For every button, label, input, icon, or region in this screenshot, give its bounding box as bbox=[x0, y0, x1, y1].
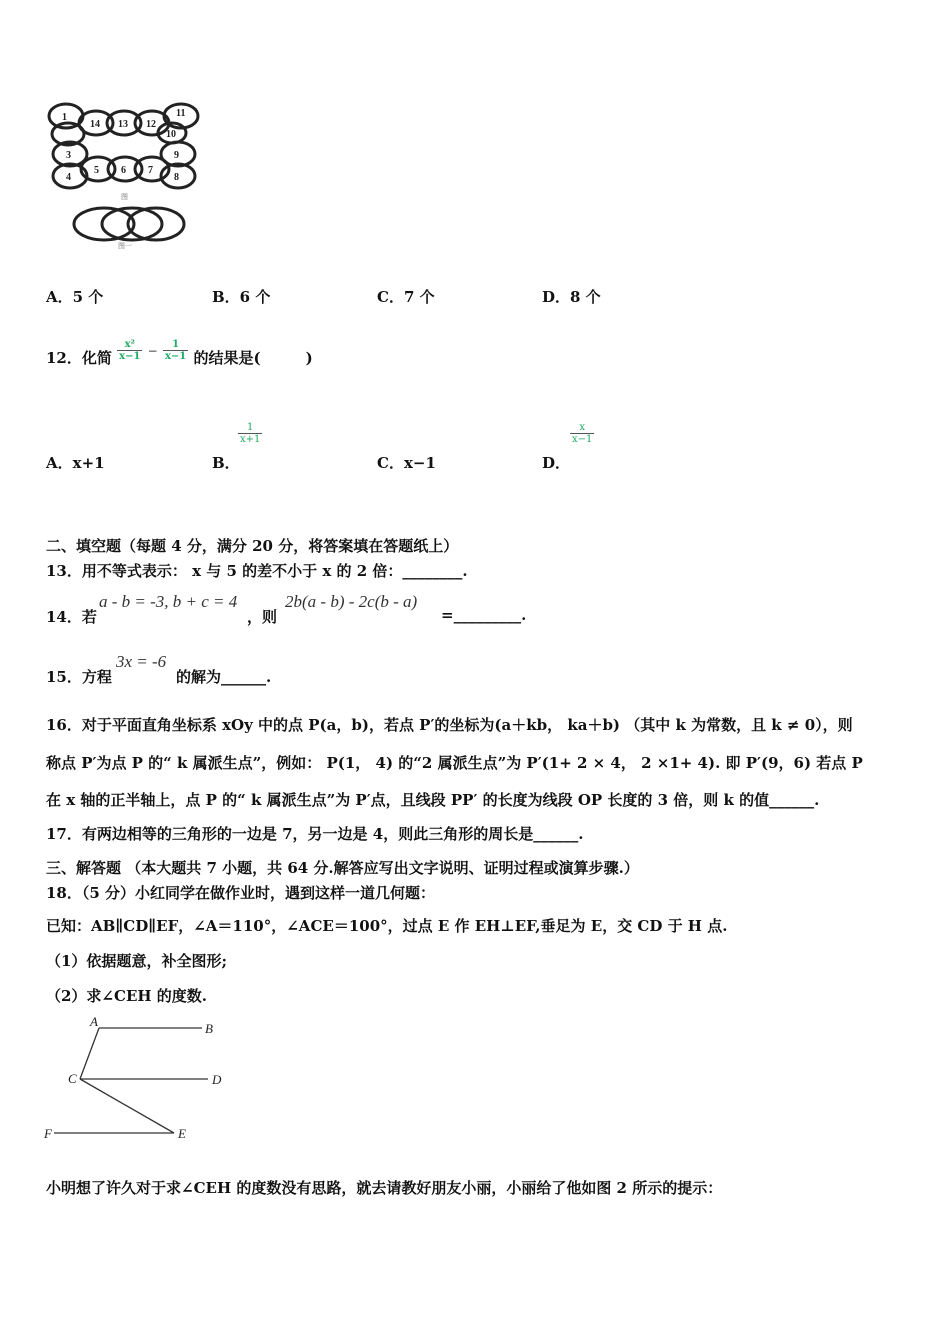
q12-option-d: D． bbox=[542, 454, 571, 472]
option-a: A．5 个 bbox=[46, 288, 104, 306]
point-e-label: E bbox=[178, 1126, 186, 1141]
ring-label: 5 bbox=[94, 165, 99, 176]
ring-label: 7 bbox=[148, 165, 153, 176]
ring-label: 13 bbox=[118, 119, 128, 130]
denominator: x−1 bbox=[572, 434, 593, 445]
q15-prefix: 15．方程 bbox=[46, 668, 112, 686]
q14-prefix: 14．若 bbox=[46, 608, 97, 626]
ring bbox=[74, 208, 134, 240]
section-heading-2: 二、填空题（每题 4 分，满分 20 分，将答案填在答题纸上） bbox=[46, 537, 459, 555]
ring-label: 10 bbox=[166, 129, 176, 140]
minus-sign: − bbox=[147, 344, 158, 358]
q18-part-2: （2）求∠CEH 的度数. bbox=[46, 987, 207, 1005]
q12-option-c: C．x−1 bbox=[377, 454, 436, 472]
line-ac bbox=[80, 1028, 99, 1079]
question-12 bbox=[46, 338, 313, 368]
ring-label: 8 bbox=[174, 172, 179, 183]
geometry-figure bbox=[40, 1012, 240, 1147]
q18-known: 已知：AB∥CD∥EF，∠A＝110°，∠ACE＝100°，过点 E 作 EH⊥EF,垂足为 E，交 CD 于 H 点. bbox=[46, 917, 728, 935]
q14-mid: ，则 bbox=[247, 608, 278, 626]
q14-condition: a - b = -3, b + c = 4 bbox=[99, 592, 238, 611]
line-ce bbox=[80, 1079, 174, 1133]
figure-caption: 图 bbox=[121, 193, 128, 201]
ring-label: 9 bbox=[174, 150, 179, 161]
fraction bbox=[163, 339, 188, 362]
fraction bbox=[570, 422, 594, 445]
fraction bbox=[117, 339, 142, 362]
q12-option-a: A．x+1 bbox=[46, 454, 105, 472]
q12-option-b-fraction bbox=[238, 422, 262, 445]
point-f-label: F bbox=[44, 1126, 52, 1141]
ring-label: 3 bbox=[66, 150, 71, 161]
q16-line-1: 16．对于平面直角坐标系 xOy 中的点 P(a，b)，若点 P′的坐标为(a＋kb， ka＋b) （其中 k 为常数，且 k ≠ 0），则 bbox=[46, 716, 853, 734]
question-17: 17．有两边相等的三角形的一边是 7，另一边是 4，则此三角形的周长是______. bbox=[46, 825, 584, 843]
rings-figure bbox=[44, 96, 214, 256]
ring-label: 11 bbox=[176, 108, 186, 119]
numerator: 1 bbox=[163, 339, 188, 351]
numerator: x² bbox=[117, 339, 142, 351]
q12-suffix: 的结果是( ) bbox=[193, 349, 313, 367]
denominator: x+1 bbox=[240, 434, 261, 445]
point-c-label: C bbox=[68, 1071, 77, 1086]
numerator: x bbox=[570, 422, 594, 434]
q18-title: 18．（5 分）小红同学在做作业时，遇到这样一道几何题： bbox=[46, 884, 436, 902]
q12-option-d-fraction bbox=[570, 422, 594, 445]
ring-label: 6 bbox=[121, 165, 126, 176]
q16-line-3: 在 x 轴的正半轴上，点 P 的“ k 属派生点”为 P′点，且线段 PP′ 的长度为线段 OP 长度的 3 倍，则 k 的值______. bbox=[46, 791, 820, 809]
fraction bbox=[238, 422, 262, 445]
denominator: x−1 bbox=[119, 350, 141, 362]
ring-label: 12 bbox=[146, 119, 156, 130]
point-b-label: B bbox=[205, 1021, 213, 1036]
option-d: D．8 个 bbox=[542, 288, 601, 306]
q18-part-1: （1）依据题意，补全图形; bbox=[46, 952, 227, 970]
option-b: B．6 个 bbox=[212, 288, 271, 306]
denominator: x−1 bbox=[164, 350, 187, 362]
q14-suffix: =_________. bbox=[441, 606, 527, 624]
q12-option-b: B． bbox=[212, 454, 240, 472]
q15-suffix: 的解为______. bbox=[176, 668, 272, 686]
footer-paragraph: 小明想了许久对于求∠CEH 的度数没有思路，就去请教好朋友小丽，小丽给了他如图 2 所示的提示： bbox=[46, 1179, 723, 1197]
ring-label: 14 bbox=[90, 119, 100, 130]
ring bbox=[102, 208, 162, 240]
q12-prefix: 12．化简 bbox=[46, 349, 112, 367]
figure-caption: 图一 bbox=[118, 242, 132, 250]
question-13: 13．用不等式表示： x 与 5 的差不小于 x 的 2 倍：________. bbox=[46, 562, 468, 580]
q15-equation: 3x = -6 bbox=[116, 652, 167, 671]
ring-label: 4 bbox=[66, 172, 71, 183]
point-a-label: A bbox=[90, 1014, 98, 1029]
option-c: C．7 个 bbox=[377, 288, 435, 306]
q16-line-2: 称点 P′为点 P 的“ k 属派生点”，例如： P(1， 4) 的“2 属派生点”为 P′(1+ 2 × 4， 2 ×1+ 4). 即 P′(9，6) 若点 P bbox=[46, 754, 863, 772]
numerator: 1 bbox=[238, 422, 262, 434]
q14-expression: 2b(a - b) - 2c(b - a) bbox=[285, 592, 418, 611]
point-d-label: D bbox=[212, 1072, 222, 1087]
ring-label: 1 bbox=[62, 112, 67, 123]
section-heading-3: 三、解答题 （本大题共 7 小题，共 64 分.解答应写出文字说明、证明过程或演算步骤.） bbox=[46, 859, 639, 877]
